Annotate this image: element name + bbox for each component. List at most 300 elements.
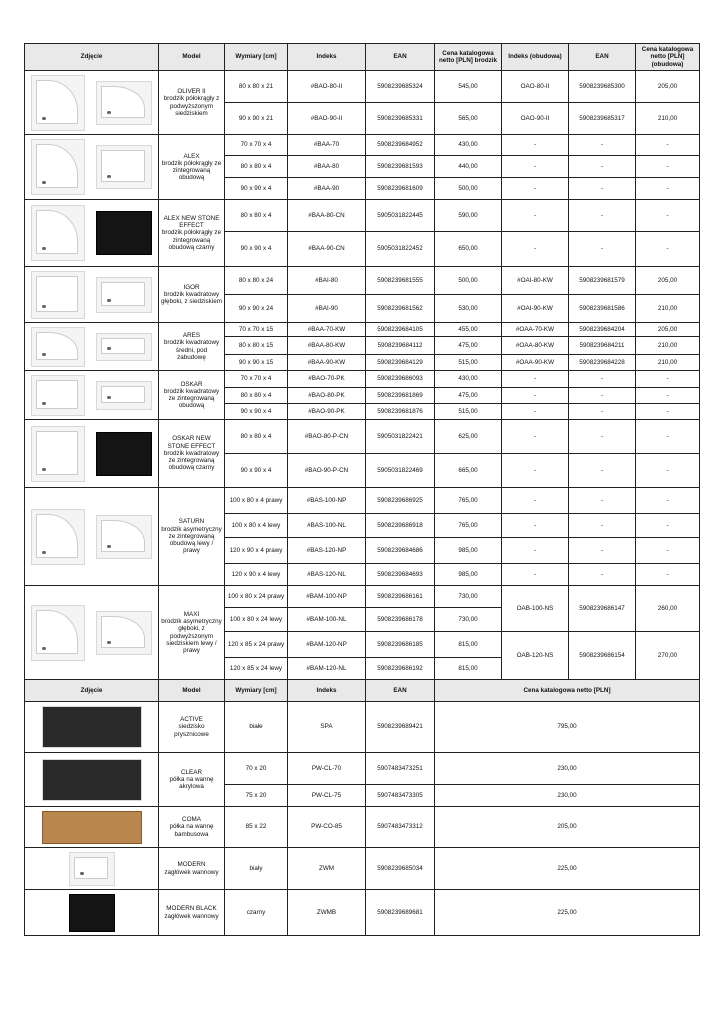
- casing-index-cell: -: [502, 514, 569, 538]
- dimensions-cell: czarny: [225, 890, 288, 936]
- price-cell: 475,00: [435, 337, 502, 355]
- ean-cell: 5905031822445: [366, 200, 435, 232]
- tray-shape: [74, 857, 108, 879]
- index-cell: #BAO-70-PK: [288, 371, 366, 388]
- dimensions-cell: 120 x 85 x 24 prawy: [225, 632, 288, 658]
- col-index-casing: Indeks (obudowa): [502, 44, 569, 71]
- casing-index-cell: -: [502, 200, 569, 232]
- photo-group: [25, 706, 158, 748]
- drain-icon: [42, 305, 46, 308]
- dimensions-cell: 100 x 80 x 4 prawy: [225, 488, 288, 514]
- product-photo: [96, 145, 152, 189]
- index-cell: #BAS-120-NL: [288, 564, 366, 586]
- table-row: [25, 71, 700, 103]
- photo-cell: [25, 807, 159, 848]
- model-cell: [159, 488, 225, 586]
- casing-ean-cell: -: [569, 178, 636, 200]
- dimensions-cell: 90 x 90 x 21: [225, 103, 288, 135]
- col-ean: EAN: [366, 44, 435, 71]
- price-cell: 985,00: [435, 564, 502, 586]
- price-cell: 730,00: [435, 608, 502, 632]
- model-description: zagłówek wannowy: [164, 912, 219, 920]
- model-description: siedzisko prysznicowe: [174, 723, 209, 738]
- price-cell: 795,00: [435, 702, 700, 753]
- col-model: Model: [159, 44, 225, 71]
- casing-ean-cell: 5908239685317: [569, 103, 636, 135]
- model-name: OSKAR NEW STONE EFFECT: [167, 435, 216, 450]
- casing-ean-cell: -: [569, 200, 636, 232]
- photo-group: [25, 375, 158, 416]
- index-cell: #BAM-120-NL: [288, 658, 366, 680]
- ean-cell: 5908239686178: [366, 608, 435, 632]
- dimensions-cell: 80 x 80 x 4: [225, 156, 288, 178]
- price-cell: 625,00: [435, 420, 502, 454]
- casing-ean-cell: 5908239685300: [569, 71, 636, 103]
- casing-price-cell: -: [636, 454, 700, 488]
- col-index: Indeks: [288, 680, 366, 702]
- table-row: [25, 420, 700, 454]
- dimensions-cell: biały: [225, 848, 288, 890]
- index-cell: #BAO-90-PK: [288, 404, 366, 420]
- ean-cell: 5908239686925: [366, 488, 435, 514]
- drain-icon: [107, 111, 111, 114]
- ean-cell: 5905031822452: [366, 232, 435, 267]
- dimensions-cell: 90 x 90 x 4: [225, 178, 288, 200]
- price-cell: 665,00: [435, 454, 502, 488]
- casing-price-cell: -: [636, 564, 700, 586]
- ean-cell: 5908239689421: [366, 702, 435, 753]
- model-name: MODERN BLACK: [166, 905, 217, 913]
- casing-index-cell: #OAA-70-KW: [502, 323, 569, 337]
- casing-price-cell: 270,00: [636, 632, 700, 680]
- photo-group: [25, 327, 158, 367]
- photo-group: [25, 271, 158, 319]
- model-description: brodzik półokrągły ze zintegrowaną obudową czarny: [161, 229, 222, 251]
- casing-index-cell: -: [502, 454, 569, 488]
- casing-price-cell: -: [636, 538, 700, 564]
- model-description: brodzik kwadratowy średni, pod zabudowę: [163, 339, 220, 361]
- product-photo: [96, 432, 152, 476]
- casing-index-cell: -: [502, 156, 569, 178]
- drain-icon: [42, 647, 46, 650]
- casing-ean-cell: 5908239681579: [569, 267, 636, 295]
- index-cell: #BAM-100-NL: [288, 608, 366, 632]
- model-name: ALEX NEW STONE EFFECT: [163, 214, 220, 230]
- casing-price-cell: 205,00: [636, 71, 700, 103]
- casing-index-cell: #OAA-80-KW: [502, 337, 569, 355]
- model-description: brodzik asymetryczny ze zintegrowaną obudową lewy / prawy: [161, 525, 222, 555]
- price-cell: 815,00: [435, 632, 502, 658]
- dimensions-cell: 90 x 90 x 4: [225, 404, 288, 420]
- table-row: [25, 135, 700, 156]
- index-cell: #BAO-80-II: [288, 71, 366, 103]
- ean-cell: 5908239681593: [366, 156, 435, 178]
- price-cell: 230,00: [435, 753, 700, 785]
- model-cell: [159, 371, 225, 420]
- casing-price-cell: 205,00: [636, 323, 700, 337]
- dimensions-cell: 80 x 80 x 24: [225, 267, 288, 295]
- casing-price-cell: 260,00: [636, 586, 700, 632]
- ean-cell: 5905031822421: [366, 420, 435, 454]
- casing-index-cell: -: [502, 135, 569, 156]
- col-index: Indeks: [288, 44, 366, 71]
- casing-index-cell: -: [502, 488, 569, 514]
- dimensions-cell: 100 x 80 x 24 prawy: [225, 586, 288, 608]
- index-cell: #BAS-100-NP: [288, 488, 366, 514]
- photo-group: [25, 605, 158, 661]
- index-cell: PW-CO-85: [288, 807, 366, 848]
- product-photo: [31, 205, 85, 261]
- casing-price-cell: -: [636, 178, 700, 200]
- photo-group: [25, 894, 158, 932]
- price-cell: 440,00: [435, 156, 502, 178]
- casing-index-cell: -: [502, 420, 569, 454]
- photo-group: [25, 139, 158, 195]
- index-cell: #BAO-80-P-CN: [288, 420, 366, 454]
- photo-cell: [25, 848, 159, 890]
- ean-cell: 5908239684129: [366, 355, 435, 371]
- dimensions-cell: 120 x 90 x 4 prawy: [225, 538, 288, 564]
- photo-cell: [25, 200, 159, 267]
- price-cell: 515,00: [435, 404, 502, 420]
- drain-icon: [42, 117, 46, 120]
- model-description: brodzik półokrągły z podwyższonym siedziskiem: [163, 95, 220, 117]
- casing-index-cell: -: [502, 538, 569, 564]
- photo-group: [25, 75, 158, 131]
- casing-index-cell: OAB-100-NS: [502, 586, 569, 632]
- index-cell: #BAS-100-NL: [288, 514, 366, 538]
- casing-ean-cell: -: [569, 232, 636, 267]
- model-cell: [159, 71, 225, 135]
- table-row: [25, 488, 700, 514]
- index-cell: #BAI-80: [288, 267, 366, 295]
- index-cell: #BAA-70-KW: [288, 323, 366, 337]
- dimensions-cell: 70 x 70 x 4: [225, 371, 288, 388]
- model-name: MODERN: [177, 861, 206, 869]
- ean-cell: 5908239686093: [366, 371, 435, 388]
- casing-price-cell: -: [636, 371, 700, 388]
- dimensions-cell: 90 x 90 x 4: [225, 232, 288, 267]
- tray-shape: [101, 386, 145, 403]
- casing-price-cell: -: [636, 200, 700, 232]
- index-cell: #BAM-100-NP: [288, 586, 366, 608]
- photo-cell: [25, 488, 159, 586]
- ean-cell: 5908239681876: [366, 404, 435, 420]
- dimensions-cell: 75 x 20: [225, 785, 288, 807]
- table-row: [25, 267, 700, 295]
- index-cell: #BAA-80-CN: [288, 200, 366, 232]
- dimensions-cell: białe: [225, 702, 288, 753]
- model-name: CLEAR: [181, 768, 202, 776]
- casing-index-cell: -: [502, 371, 569, 388]
- model-description: brodzik kwadratowy głęboki, z siedziskiem: [161, 290, 222, 306]
- ean-cell: 5908239684112: [366, 337, 435, 355]
- casing-index-cell: OAO-80-II: [502, 71, 569, 103]
- drain-icon: [107, 347, 111, 350]
- price-cell: 590,00: [435, 200, 502, 232]
- model-cell: [159, 200, 225, 267]
- model-description: brodzik asymetryczny głęboki, z podwyższonym siedziskiem lewy / prawy: [161, 618, 222, 654]
- casing-price-cell: 210,00: [636, 355, 700, 371]
- ean-cell: 5908239684105: [366, 323, 435, 337]
- model-name: SATURN: [178, 518, 205, 526]
- casing-price-cell: 210,00: [636, 295, 700, 323]
- dimensions-cell: 100 x 80 x 4 lewy: [225, 514, 288, 538]
- price-cell: 815,00: [435, 658, 502, 680]
- casing-price-cell: -: [636, 488, 700, 514]
- dimensions-cell: 85 x 22: [225, 807, 288, 848]
- price-cell: 225,00: [435, 848, 700, 890]
- price-table: [24, 43, 700, 936]
- dimensions-cell: 80 x 80 x 21: [225, 71, 288, 103]
- index-cell: #BAA-80-KW: [288, 337, 366, 355]
- tray-shape: [101, 338, 145, 354]
- model-description: brodzik kwadratowy ze zintegrowaną obudową czarny: [163, 449, 220, 472]
- model-description: półka na wannę akrylowa: [169, 775, 214, 791]
- model-description: brodzik kwadratowy ze zintegrowaną obudową: [163, 387, 220, 410]
- index-cell: #BAA-90-CN: [288, 232, 366, 267]
- model-name: IGOR: [183, 283, 200, 291]
- model-cell: [159, 323, 225, 371]
- dimensions-cell: 90 x 90 x 15: [225, 355, 288, 371]
- ean-cell: 5908239681609: [366, 178, 435, 200]
- ean-cell: 5908239681555: [366, 267, 435, 295]
- casing-ean-cell: -: [569, 564, 636, 586]
- product-photo: [96, 333, 152, 361]
- price-cell: 225,00: [435, 890, 700, 936]
- casing-price-cell: 210,00: [636, 337, 700, 355]
- product-photo: [31, 75, 85, 131]
- casing-ean-cell: -: [569, 454, 636, 488]
- casing-ean-cell: 5908239686147: [569, 586, 636, 632]
- index-cell: #BAO-90-P-CN: [288, 454, 366, 488]
- product-photo: [42, 759, 142, 801]
- ean-cell: 5905031822469: [366, 454, 435, 488]
- price-cell: 500,00: [435, 178, 502, 200]
- header-row-accessories: [25, 680, 700, 702]
- casing-ean-cell: 5908239684211: [569, 337, 636, 355]
- dimensions-cell: 120 x 85 x 24 lewy: [225, 658, 288, 680]
- drain-icon: [42, 468, 46, 471]
- drain-icon: [42, 181, 46, 184]
- casing-index-cell: OAB-120-NS: [502, 632, 569, 680]
- photo-group: [25, 205, 158, 261]
- dimensions-cell: 90 x 90 x 4: [225, 454, 288, 488]
- casing-price-cell: 205,00: [636, 267, 700, 295]
- model-name: ALEX: [183, 152, 200, 160]
- photo-cell: [25, 420, 159, 488]
- price-cell: 650,00: [435, 232, 502, 267]
- casing-ean-cell: -: [569, 514, 636, 538]
- model-cell: [159, 267, 225, 323]
- price-cell: 730,00: [435, 586, 502, 608]
- col-price-casing: Cena katalogowa netto [PLN] (obudowa): [636, 44, 700, 71]
- drain-icon: [80, 872, 84, 875]
- drain-icon: [107, 299, 111, 302]
- dimensions-cell: 80 x 80 x 4: [225, 200, 288, 232]
- casing-index-cell: -: [502, 232, 569, 267]
- casing-price-cell: -: [636, 404, 700, 420]
- casing-index-cell: -: [502, 564, 569, 586]
- table-row: [25, 807, 700, 848]
- index-cell: #BAA-70: [288, 135, 366, 156]
- drain-icon: [107, 396, 111, 399]
- table-row: [25, 200, 700, 232]
- photo-cell: [25, 323, 159, 371]
- product-photo: [31, 605, 85, 661]
- product-photo: [69, 894, 115, 932]
- model-cell: [159, 848, 225, 890]
- photo-group: [25, 509, 158, 565]
- col-price-tray: Cena katalogowa netto [PLN] brodzik: [435, 44, 502, 71]
- model-description: zagłówek wannowy: [164, 868, 219, 876]
- product-photo: [96, 81, 152, 125]
- model-cell: [159, 702, 225, 753]
- index-cell: SPA: [288, 702, 366, 753]
- model-name: MAXI: [183, 610, 200, 618]
- casing-ean-cell: -: [569, 420, 636, 454]
- price-cell: 985,00: [435, 538, 502, 564]
- dimensions-cell: 70 x 70 x 4: [225, 135, 288, 156]
- model-name: ARES: [182, 332, 201, 340]
- photo-cell: [25, 71, 159, 135]
- table-row: [25, 702, 700, 753]
- photo-group: [25, 852, 158, 886]
- ean-cell: 5908239686185: [366, 632, 435, 658]
- dimensions-cell: 70 x 20: [225, 753, 288, 785]
- product-photo: [31, 139, 85, 195]
- index-cell: PW-CL-70: [288, 753, 366, 785]
- model-description: półka na wannę bambusowa: [169, 823, 214, 838]
- col-price: Cena katalogowa netto [PLN]: [435, 680, 700, 702]
- index-cell: #BAA-80: [288, 156, 366, 178]
- ean-cell: 5907483473305: [366, 785, 435, 807]
- product-photo: [96, 211, 152, 255]
- index-cell: ZWM: [288, 848, 366, 890]
- index-cell: #BAA-90-KW: [288, 355, 366, 371]
- price-cell: 455,00: [435, 323, 502, 337]
- product-photo: [96, 515, 152, 559]
- photo-cell: [25, 890, 159, 936]
- table-row: [25, 753, 700, 785]
- casing-ean-cell: -: [569, 156, 636, 178]
- index-cell: #BAS-120-NP: [288, 538, 366, 564]
- product-photo: [31, 271, 85, 319]
- product-photo: [96, 611, 152, 655]
- price-cell: 565,00: [435, 103, 502, 135]
- product-photo: [42, 811, 142, 844]
- drain-icon: [42, 551, 46, 554]
- casing-index-cell: OAO-90-II: [502, 103, 569, 135]
- dimensions-cell: 70 x 70 x 15: [225, 323, 288, 337]
- product-photo: [31, 509, 85, 565]
- index-cell: #BAI-90: [288, 295, 366, 323]
- ean-cell: 5908239686918: [366, 514, 435, 538]
- product-photo: [31, 375, 85, 416]
- table-row: [25, 371, 700, 388]
- photo-cell: [25, 135, 159, 200]
- dimensions-cell: 80 x 80 x 4: [225, 420, 288, 454]
- product-photo: [31, 426, 85, 482]
- table-row: [25, 890, 700, 936]
- photo-group: [25, 811, 158, 844]
- casing-index-cell: -: [502, 388, 569, 404]
- photo-group: [25, 426, 158, 482]
- col-ean: EAN: [366, 680, 435, 702]
- product-photo: [42, 706, 142, 748]
- casing-ean-cell: -: [569, 488, 636, 514]
- model-name: COMA: [182, 816, 201, 824]
- tray-shape: [101, 282, 145, 306]
- price-cell: 765,00: [435, 488, 502, 514]
- dimensions-cell: 90 x 90 x 24: [225, 295, 288, 323]
- casing-ean-cell: -: [569, 538, 636, 564]
- price-cell: 430,00: [435, 371, 502, 388]
- photo-cell: [25, 586, 159, 680]
- casing-index-cell: #OAI-80-KW: [502, 267, 569, 295]
- index-cell: #BAA-90: [288, 178, 366, 200]
- ean-cell: 5907483473312: [366, 807, 435, 848]
- ean-cell: 5908239681869: [366, 388, 435, 404]
- price-cell: 205,00: [435, 807, 700, 848]
- product-photo: [69, 852, 115, 886]
- ean-cell: 5908239689681: [366, 890, 435, 936]
- ean-cell: 5908239685324: [366, 71, 435, 103]
- price-cell: 515,00: [435, 355, 502, 371]
- header-row-products: [25, 44, 700, 71]
- ean-cell: 5908239681562: [366, 295, 435, 323]
- casing-index-cell: #OAA-90-KW: [502, 355, 569, 371]
- model-name: OSKAR: [180, 380, 203, 388]
- casing-ean-cell: -: [569, 135, 636, 156]
- casing-ean-cell: -: [569, 404, 636, 420]
- casing-price-cell: 210,00: [636, 103, 700, 135]
- casing-price-cell: -: [636, 420, 700, 454]
- price-cell: 545,00: [435, 71, 502, 103]
- casing-index-cell: #OAI-90-KW: [502, 295, 569, 323]
- index-cell: #BAM-120-NP: [288, 632, 366, 658]
- col-model: Model: [159, 680, 225, 702]
- casing-ean-cell: 5908239684228: [569, 355, 636, 371]
- ean-cell: 5908239686161: [366, 586, 435, 608]
- model-cell: [159, 753, 225, 807]
- product-photo: [31, 327, 85, 367]
- ean-cell: 5908239684686: [366, 538, 435, 564]
- price-cell: 765,00: [435, 514, 502, 538]
- index-cell: #BAO-90-II: [288, 103, 366, 135]
- model-name: ACTIVE: [180, 716, 203, 724]
- drain-icon: [107, 545, 111, 548]
- price-cell: 230,00: [435, 785, 700, 807]
- model-description: brodzik półokrągły ze zintegrowaną obudową: [161, 159, 222, 182]
- col-dimensions: Wymiary [cm]: [225, 44, 288, 71]
- casing-price-cell: -: [636, 135, 700, 156]
- index-cell: #BAO-80-PK: [288, 388, 366, 404]
- casing-price-cell: -: [636, 514, 700, 538]
- col-ean-casing: EAN: [569, 44, 636, 71]
- price-cell: 430,00: [435, 135, 502, 156]
- ean-cell: 5908239684693: [366, 564, 435, 586]
- photo-cell: [25, 702, 159, 753]
- col-dimensions: Wymiary [cm]: [225, 680, 288, 702]
- index-cell: PW-CL-75: [288, 785, 366, 807]
- dimensions-cell: 80 x 80 x 4: [225, 388, 288, 404]
- casing-price-cell: -: [636, 232, 700, 267]
- model-cell: [159, 420, 225, 488]
- price-cell: 500,00: [435, 267, 502, 295]
- table-row: [25, 586, 700, 608]
- dimensions-cell: 80 x 80 x 15: [225, 337, 288, 355]
